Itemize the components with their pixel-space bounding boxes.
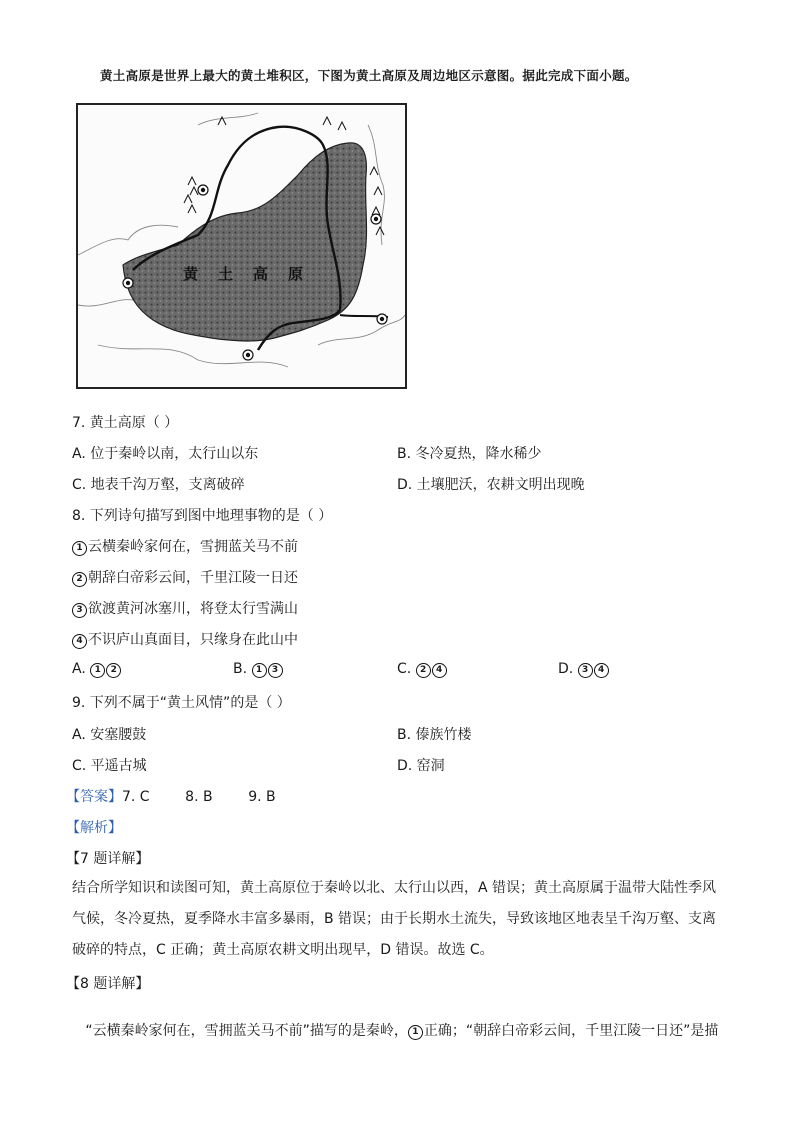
intro-text: 黄土高原是世界上最大的黄土堆积区，下图为黄土高原及周边地区示意图。据此完成下面小题。 [100, 68, 638, 83]
number-circle: 3 [268, 663, 283, 678]
detail7-title: 【7 题详解】 [66, 851, 150, 867]
analysis-label: 【解析】 [66, 820, 122, 836]
q8-item [72, 536, 298, 556]
q8-option-d[interactable] [558, 661, 610, 678]
q8-item [72, 629, 298, 649]
q7-option-d[interactable]: D. 土壤肥沃，农耕文明出现晚 [397, 477, 585, 493]
number-circle: 2 [72, 572, 87, 587]
answer-label: 【答案】 [66, 789, 122, 805]
q8-option-a[interactable] [72, 661, 122, 678]
answer-text: 7. C 8. B 9. B [122, 789, 276, 805]
q8-item [72, 598, 298, 618]
answer-line [66, 786, 276, 806]
map-label-char: 黄 [183, 265, 219, 283]
q8-item-text: 朝辞白帝彩云间，千里江陵一日还 [88, 570, 298, 586]
map-label-char: 原 [288, 265, 324, 283]
number-circle: 2 [106, 663, 121, 678]
detail7-line: 破碎的特点，C 正确；黄土高原农耕文明出现早，D 错误。故选 C。 [72, 942, 494, 958]
detail8-line [72, 1004, 718, 1040]
q7-stem: 7. 黄土高原（ ） [72, 415, 179, 431]
number-circle: 1 [72, 541, 87, 556]
q9-option-a[interactable]: A. 安塞腰鼓 [72, 727, 147, 743]
option-letter: D. [558, 661, 574, 677]
q9-option-b[interactable]: B. 傣族竹楼 [397, 727, 472, 743]
number-circle: 3 [578, 663, 593, 678]
detail7-body [72, 873, 722, 966]
detail7-line: 气候，冬冷夏热，夏季降水丰富多暴雨，B 错误；由于长期水土流失，导致该地区地表呈千沟万壑、支离 [72, 911, 717, 927]
detail8-text-pre: “云横秦岭家何在，雪拥蓝关马不前”描写的是秦岭， [80, 1023, 408, 1039]
number-circle: 1 [252, 663, 267, 678]
number-circle: 3 [72, 603, 87, 618]
number-circle: 1 [90, 663, 105, 678]
q8-item [72, 567, 298, 587]
option-letter: A. [72, 661, 86, 677]
map-label [183, 263, 323, 284]
map-label-char: 高 [253, 265, 289, 283]
option-letter: B. [233, 661, 248, 677]
q9-stem: 9. 下列不属于“黄土风情”的是（ ） [72, 695, 291, 711]
q8-option-c[interactable] [397, 661, 448, 678]
number-circle: 4 [432, 663, 447, 678]
map-illustration [78, 105, 405, 387]
map-label-char: 土 [218, 265, 254, 283]
detail8-title: 【8 题详解】 [66, 976, 150, 992]
q7-option-a[interactable]: A. 位于秦岭以南，太行山以东 [72, 446, 259, 462]
number-circle: 4 [594, 663, 609, 678]
loess-plateau-map [76, 103, 407, 389]
q8-item-text: 欲渡黄河冰塞川，将登太行雪满山 [88, 601, 298, 617]
detail8-text-post: 正确；“朝辞白帝彩云间，千里江陵一日还”是描 [423, 1023, 719, 1039]
q9-option-c[interactable]: C. 平遥古城 [72, 758, 147, 774]
number-circle: 1 [408, 1025, 423, 1040]
q9-option-d[interactable]: D. 窑洞 [397, 758, 445, 774]
q8-stem: 8. 下列诗句描写到图中地理事物的是（ ） [72, 508, 333, 524]
q8-item-text: 不识庐山真面目，只缘身在此山中 [88, 632, 298, 648]
number-circle: 2 [416, 663, 431, 678]
q8-option-b[interactable] [233, 661, 284, 678]
q7-option-b[interactable]: B. 冬冷夏热，降水稀少 [397, 446, 542, 462]
q8-item-text: 云横秦岭家何在，雪拥蓝关马不前 [88, 539, 298, 555]
option-letter: C. [397, 661, 412, 677]
number-circle: 4 [72, 634, 87, 649]
detail7-line: 结合所学知识和读图可知，黄土高原位于秦岭以北、太行山以西，A 错误；黄土高原属于温带大陆性季风 [72, 880, 717, 896]
q7-option-c[interactable]: C. 地表千沟万壑，支离破碎 [72, 477, 245, 493]
